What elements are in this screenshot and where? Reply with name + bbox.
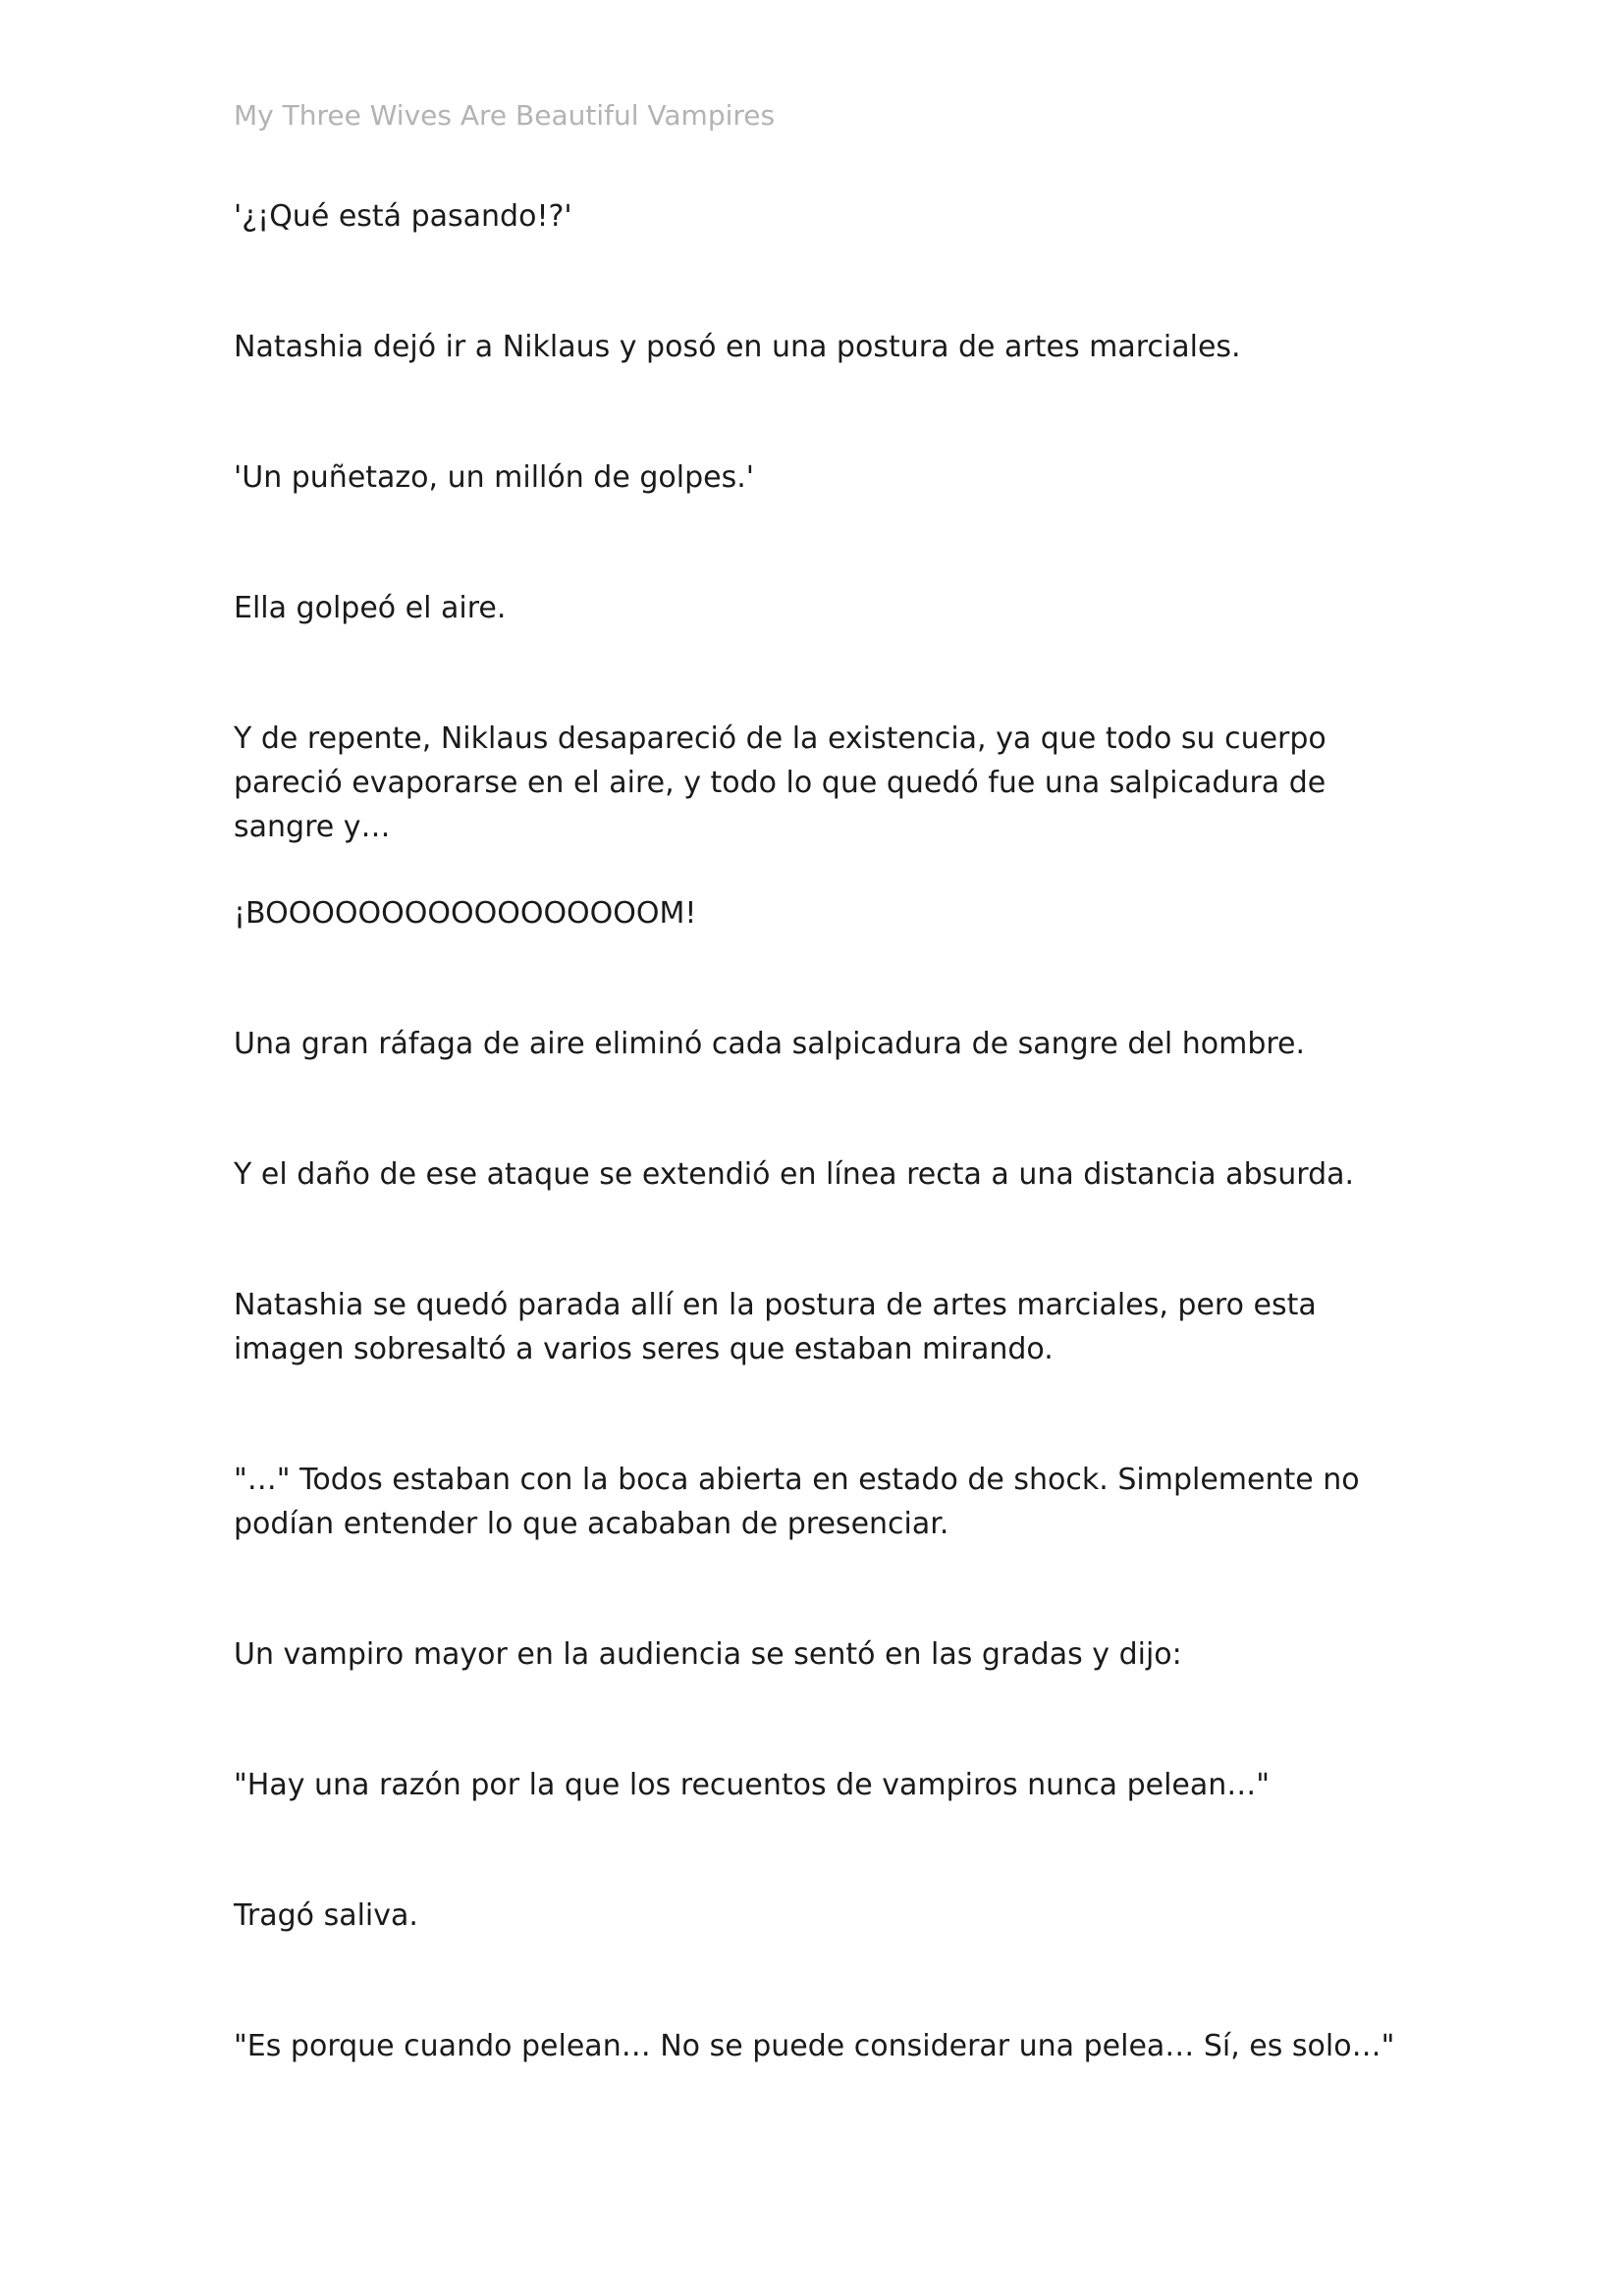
paragraph: Natashia dejó ir a Niklaus y posó en una postura de artes marciales. (234, 330, 1241, 364)
paragraph: Y de repente, Niklaus desapareció de la existencia, ya que todo su cuerpo pareció evaporarse en el aire, y todo lo que quedó fue una salpicadura de sangre y… (234, 721, 1326, 844)
paragraph: Natashia se quedó parada allí en la postura de artes marciales, pero esta imagen sobresaltó a varios seres que estaban mirando. (234, 1288, 1317, 1366)
paragraph: Ella golpeó el aire. (234, 591, 507, 625)
paragraph: ¡BOOOOOOOOOOOOOOOOOM! (234, 896, 697, 931)
paragraph: "Hay una razón por la que los recuentos de vampiros nunca pelean…" (234, 1768, 1271, 1802)
paragraph: Un vampiro mayor en la audiencia se sentó en las gradas y dijo: (234, 1637, 1182, 1672)
running-header: My Three Wives Are Beautiful Vampires (234, 99, 776, 132)
paragraph: "…" Todos estaban con la boca abierta en estado de shock. Simplemente no podían entender lo que acababan de presenciar. (234, 1463, 1360, 1541)
paragraph: "Es porque cuando pelean… No se puede considerar una pelea… Sí, es solo…" (234, 2029, 1395, 2063)
paragraph: Y el daño de ese ataque se extendió en línea recta a una distancia absurda. (234, 1157, 1355, 1192)
paragraph: Una gran ráfaga de aire eliminó cada salpicadura de sangre del hombre. (234, 1027, 1306, 1061)
paragraph: Tragó saliva. (234, 1898, 418, 1933)
paragraph: '¿¡Qué está pasando!?' (234, 199, 572, 234)
paragraph: 'Un puñetazo, un millón de golpes.' (234, 460, 754, 495)
